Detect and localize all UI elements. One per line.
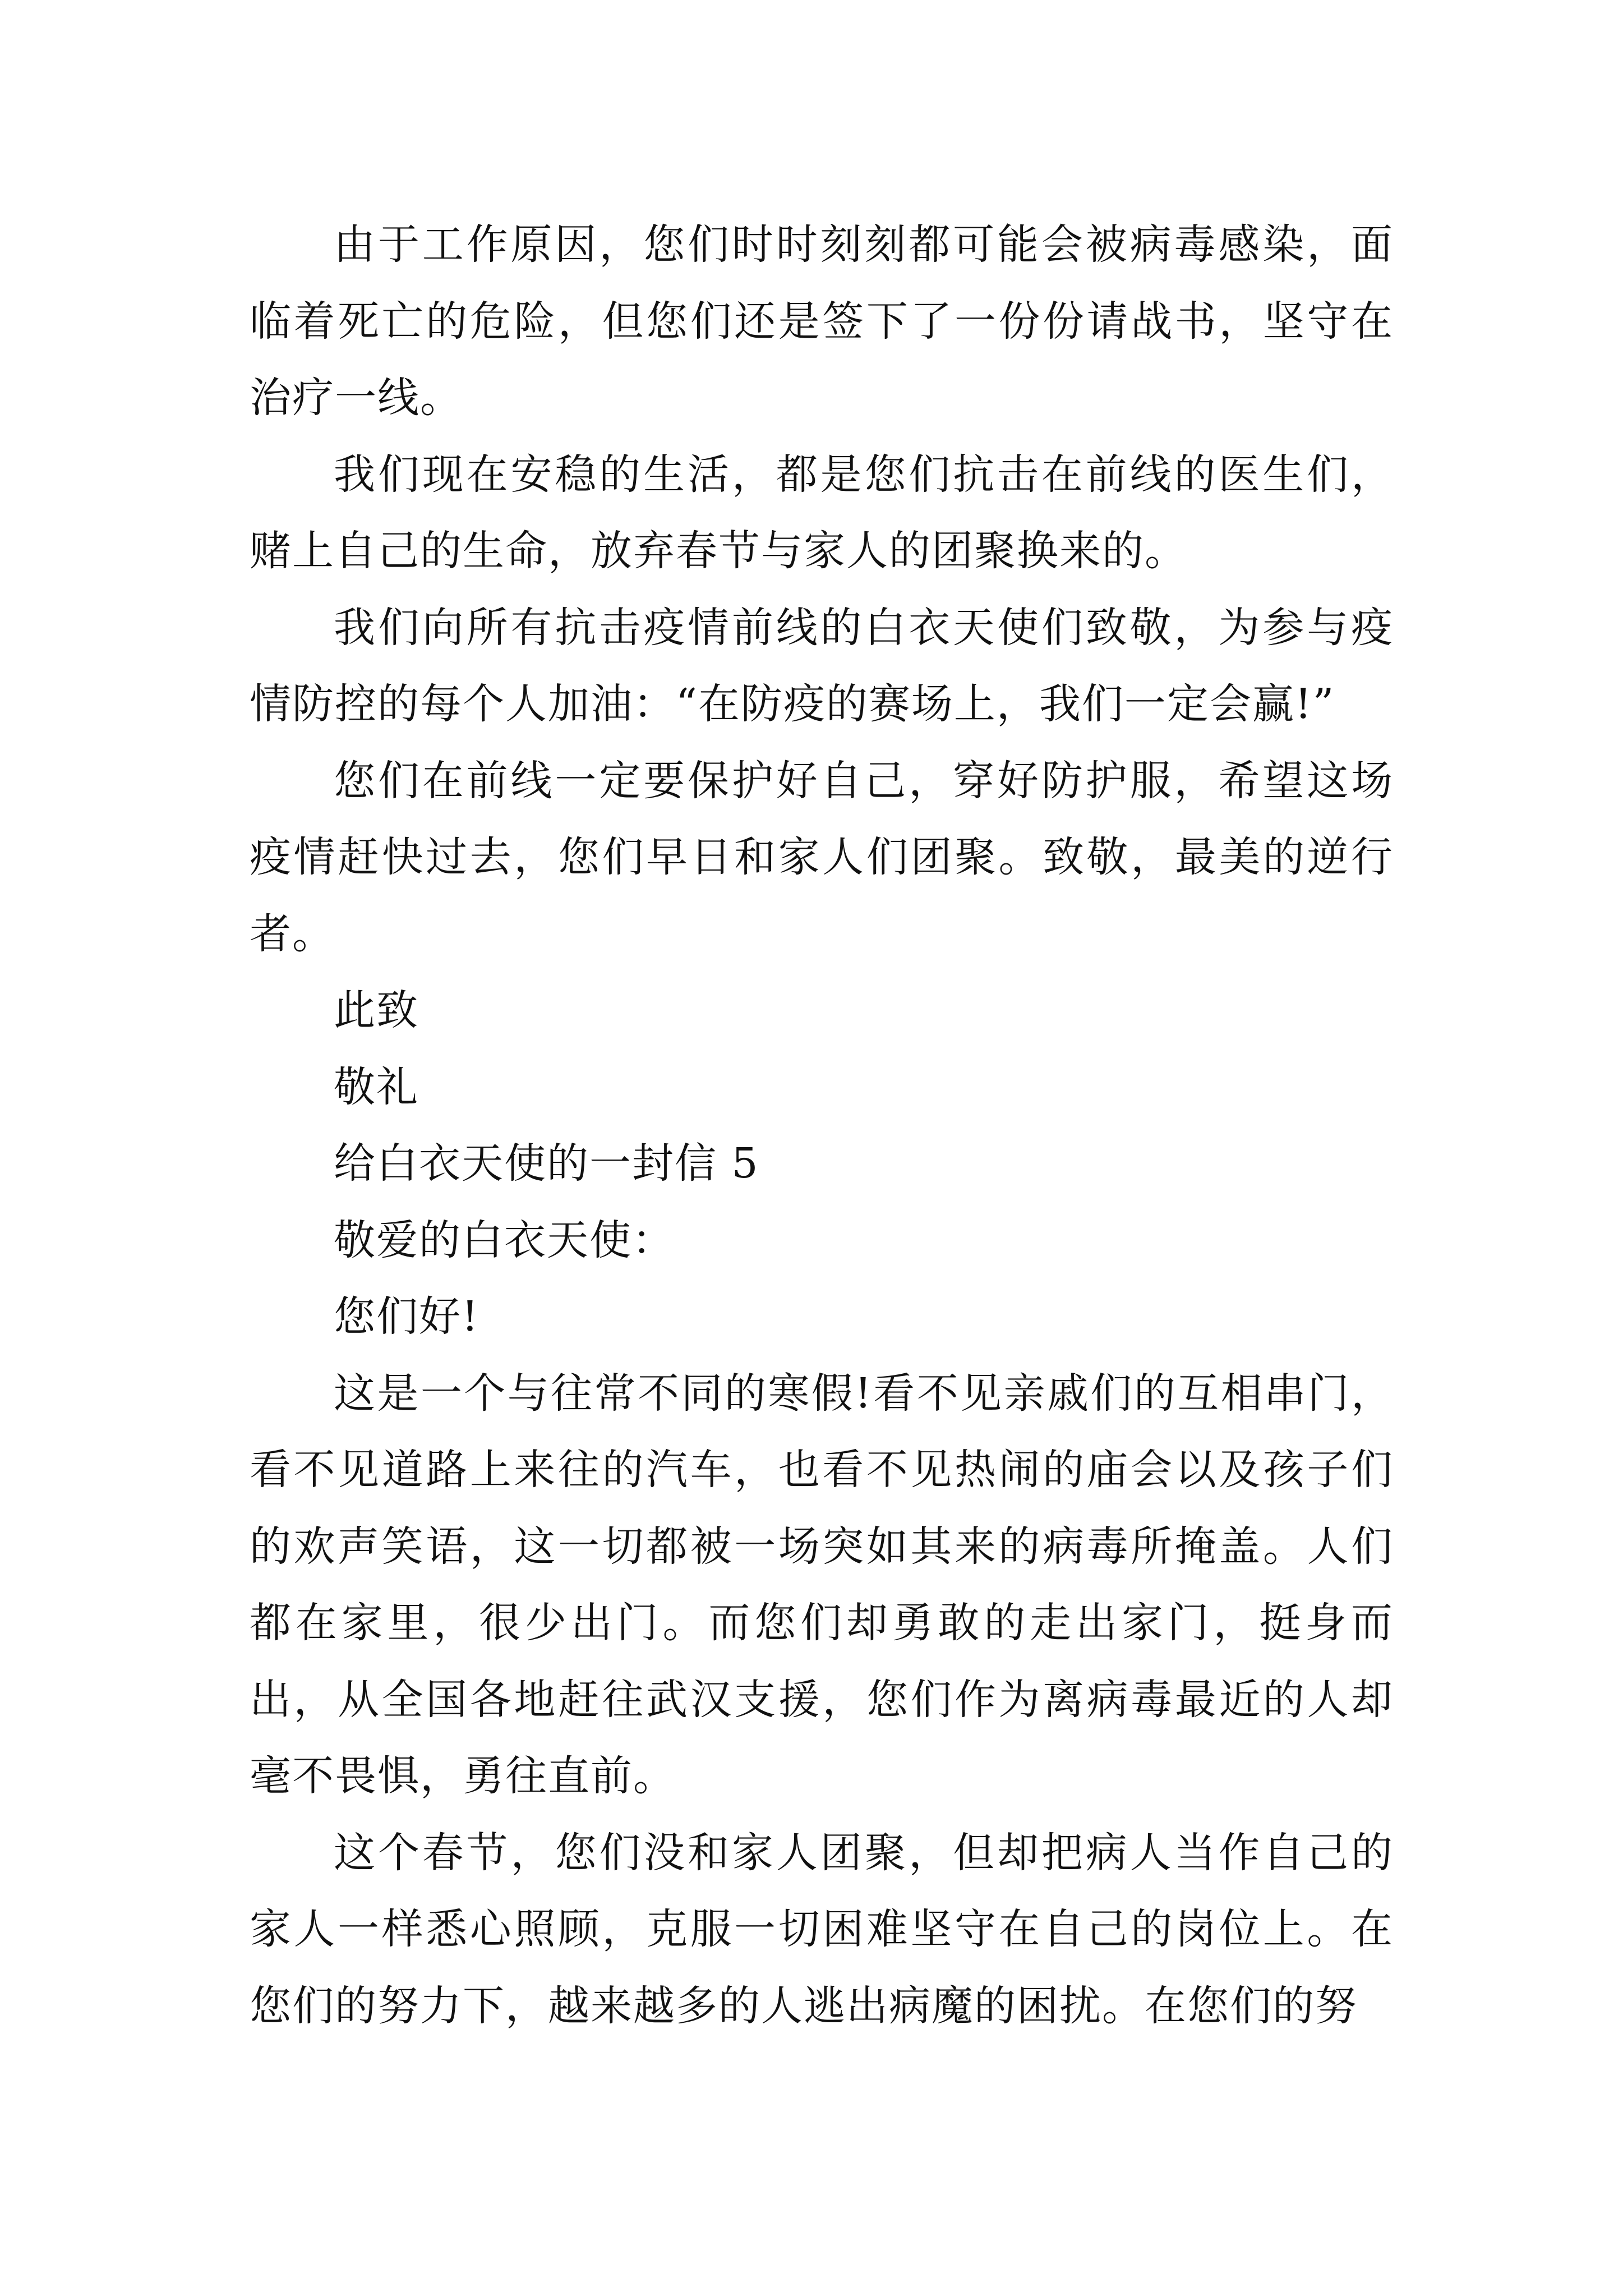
closing-cizhi: 此致: [334, 986, 419, 1034]
closing-jingli: 敬礼: [334, 1062, 419, 1111]
paragraph-1: 由于工作原因，您们时时刻刻都可能会被病毒感染，面临着死亡的危险，但您们还是签下了一份份请战书，坚守在治疗一线。: [250, 220, 1394, 422]
paragraph-2: 我们现在安稳的生活，都是您们抗击在前线的医生们，赌上自己的生命，放弃春节与家人的团聚换来的。: [250, 450, 1394, 575]
paragraph-3: 我们向所有抗击疫情前线的白衣天使们致敬，为参与疫情防控的每个人加油：“在防疫的赛场上，我们一定会赢!”: [250, 603, 1394, 728]
paragraph-6: 这个春节，您们没和家人团聚，但却把病人当作自己的家人一样悉心照顾，克服一切困难坚守在自己的岗位上。在您们的努力下，越来越多的人逃出病魔的困扰。在您们的努: [250, 1828, 1394, 2030]
paragraph-4: 您们在前线一定要保护好自己，穿好防护服，希望这场疫情赶快过去，您们早日和家人们团聚。致敬，最美的逆行者。: [250, 756, 1394, 958]
letter-title: 给白衣天使的一封信 5: [334, 1139, 759, 1188]
greeting: 您们好!: [334, 1292, 479, 1341]
paragraph-5: 这是一个与往常不同的寒假!看不见亲戚们的互相串门，看不见道路上来往的汽车，也看不见热闹的庙会以及孩子们的欢声笑语，这一切都被一场突如其来的病毒所掩盖。人们都在家里，很少出门。而您们却勇敢的走出家门，挺身而出，从全国各地赶往武汉支援，您们作为离病毒最近的人却毫不畏惧，勇往直前。: [250, 1369, 1394, 1800]
letter-body: [250, 206, 1394, 2044]
salutation: 敬爱的白衣天使：: [334, 1216, 675, 1264]
